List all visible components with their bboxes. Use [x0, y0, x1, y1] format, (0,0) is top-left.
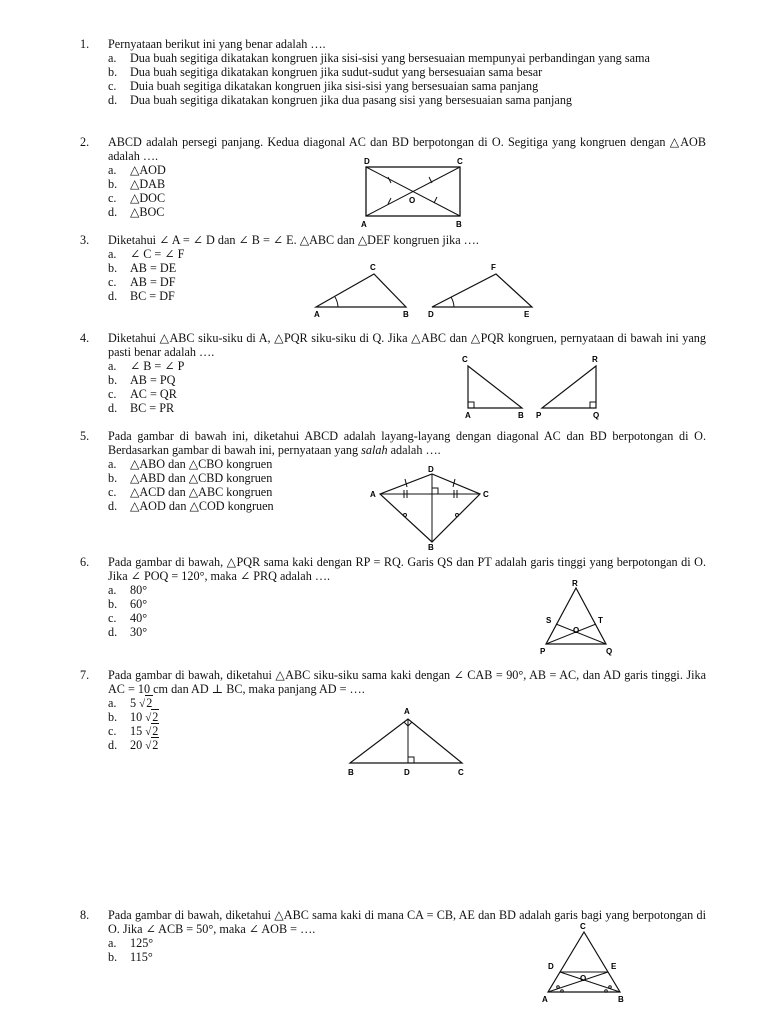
label-f: F — [491, 263, 496, 272]
option-letter: d. — [108, 401, 118, 415]
label-a: A — [361, 220, 367, 229]
label-d: D — [404, 768, 410, 777]
option-letter: d. — [108, 738, 118, 752]
option-letter: d. — [108, 625, 118, 639]
option-text: △DOC — [130, 191, 166, 205]
label-a: A — [542, 995, 548, 1004]
question-number: 1. — [80, 37, 90, 51]
question-stem: Pada gambar di bawah, △PQR sama kaki dengan RP = RQ. Garis QS dan PT adalah garis tinggi yang berpotongan di O. Jika ∠ POQ = 120°, maka ∠ PRQ adalah …. — [108, 555, 706, 583]
option-text: ∠ B = ∠ P — [130, 359, 185, 373]
option-d[interactable] — [108, 93, 706, 107]
option-text: △BOC — [130, 205, 165, 219]
option-letter: a. — [108, 247, 117, 261]
arc-mark — [404, 514, 407, 517]
option-text: △ABD dan △CBD kongruen — [130, 471, 273, 485]
option-letter: b. — [108, 597, 118, 611]
option-letter: c. — [108, 724, 117, 738]
question-4 — [80, 331, 706, 415]
isosceles-altitudes-diagram — [532, 578, 622, 658]
label-c: C — [457, 157, 463, 166]
option-letter: d. — [108, 93, 118, 107]
option-text: 80° — [130, 583, 148, 597]
option-letter: c. — [108, 611, 117, 625]
altitude-qs — [556, 624, 606, 644]
option-letter: c. — [108, 191, 117, 205]
question-stem: Pernyataan berikut ini yang benar adalah …. — [108, 37, 326, 51]
sqrt-symbol: √ — [145, 712, 152, 724]
right-angle-mark — [590, 402, 596, 408]
label-b: B — [618, 995, 624, 1004]
label-c: C — [370, 263, 376, 272]
question-stem: Diketahui ∠ A = ∠ D dan ∠ B = ∠ E. △ABC dan △DEF kongruen jika …. — [108, 233, 479, 247]
option-d[interactable] — [108, 401, 706, 415]
right-isosceles-diagram — [344, 703, 474, 779]
option-letter: d. — [108, 499, 118, 513]
question-1 — [80, 37, 706, 107]
label-p: P — [536, 411, 542, 420]
option-text: Dua buah segitiga dikatakan kongruen jika sudut-sudut yang bersesuaian sama besar — [130, 65, 543, 79]
kite-abcd — [380, 474, 480, 542]
option-text: ∠ C = ∠ F — [130, 247, 185, 261]
option-letter: b. — [108, 471, 118, 485]
label-r: R — [592, 355, 598, 364]
question-stem: Pada gambar di bawah, diketahui △ABC siku-siku sama kaki dengan ∠ CAB = 90°, AB = AC, dan AD garis tinggi. Jika AC = 10 cm dan AD ⊥ BC, maka panjang AD = …. — [108, 668, 706, 696]
option-a[interactable] — [108, 247, 706, 261]
option-text: Duia buah segitiga dikatakan kongruen jika sisi-sisi yang bersesuaian sama panjang — [130, 79, 539, 93]
bisector-bd — [560, 972, 620, 992]
question-number: 7. — [80, 668, 90, 682]
option-text: AB = PQ — [130, 373, 176, 387]
label-o: O — [580, 974, 587, 983]
option-text: Dua buah segitiga dikatakan kongruen jika dua pasang sisi yang bersesuaian sama panjang — [130, 93, 573, 107]
option-letter: b. — [108, 65, 118, 79]
option-letter: b. — [108, 261, 118, 275]
option-letter: c. — [108, 79, 117, 93]
label-d: D — [428, 310, 434, 319]
question-stem: Diketahui △ABC siku-siku di A, △PQR siku-siku di Q. Jika △ABC dan △PQR kongruen, pernyataan di bawah ini yang pasti benar adalah …. — [108, 331, 706, 359]
radicand: 2 — [152, 710, 159, 724]
option-text: 125° — [130, 936, 154, 950]
triangle-pqr — [546, 588, 606, 644]
tick-mark — [434, 197, 437, 203]
option-text: 30° — [130, 625, 148, 639]
option-text: △AOD dan △COD kongruen — [130, 499, 274, 513]
option-text: △ABO dan △CBO kongruen — [130, 457, 273, 471]
triangles-abc-def-diagram — [310, 262, 540, 320]
altitude-pt — [546, 624, 596, 644]
option-text: △DAB — [130, 177, 166, 191]
option-letter: a. — [108, 359, 117, 373]
option-letter: a. — [108, 936, 117, 950]
option-text: AB = DF — [130, 275, 176, 289]
right-triangles-diagram — [458, 352, 608, 420]
label-a: A — [370, 490, 376, 499]
label-a: A — [314, 310, 320, 319]
triangle-abc — [468, 366, 522, 408]
radicand: 2 — [152, 738, 159, 752]
option-letter: b. — [108, 177, 118, 191]
rectangle-diagram — [358, 155, 470, 230]
option-letter: b. — [108, 710, 118, 724]
option-text: Dua buah segitiga dikatakan kongruen jika sisi-sisi yang bersesuaian mempunyai perbandingan yang sama — [130, 51, 650, 65]
question-number: 5. — [80, 429, 90, 443]
question-number: 8. — [80, 908, 90, 922]
option-text: AC = QR — [130, 387, 177, 401]
triangle-pqr — [542, 366, 596, 408]
question-number: 2. — [80, 135, 90, 149]
option-letter: a. — [108, 696, 117, 710]
question-number: 6. — [80, 555, 90, 569]
label-c: C — [483, 490, 489, 499]
radicand: 2 — [152, 724, 159, 738]
label-d: D — [428, 465, 434, 474]
bisector-ae — [548, 972, 608, 992]
label-o: O — [573, 626, 580, 635]
question-number: 4. — [80, 331, 90, 345]
option-coefficient: 15 — [130, 724, 143, 738]
label-c: C — [580, 922, 586, 931]
label-c: C — [458, 768, 464, 777]
option-coefficient: 20 — [130, 738, 143, 752]
question-number: 3. — [80, 233, 90, 247]
question-stem: Pada gambar di bawah, diketahui △ABC sama kaki di mana CA = CB, AE dan BD adalah garis bagi yang berpotongan di O. Jika ∠ ACB = 50°, maka ∠ AOB = …. — [108, 908, 706, 936]
label-t: T — [598, 616, 603, 625]
triangle-def — [432, 274, 532, 307]
option-text: 40° — [130, 611, 148, 625]
question-stem — [108, 429, 706, 457]
label-e: E — [611, 962, 617, 971]
angle-arc — [451, 297, 454, 307]
option-letter: d. — [108, 289, 118, 303]
option-letter: c. — [108, 485, 117, 499]
angle-mark — [605, 990, 608, 993]
right-angle-mark — [468, 402, 474, 408]
stem-text: adalah …. — [387, 443, 441, 457]
label-a: A — [465, 411, 471, 420]
label-q: Q — [593, 411, 600, 420]
label-e: E — [524, 310, 530, 319]
sqrt-symbol: √ — [145, 726, 152, 738]
right-angle-mark — [432, 488, 438, 494]
option-text: BC = DF — [130, 289, 175, 303]
label-b: B — [518, 411, 524, 420]
angle-mark — [561, 990, 564, 993]
angle-bisectors-diagram — [536, 920, 632, 1004]
label-a: A — [404, 707, 410, 716]
angle-arc — [335, 297, 338, 307]
right-angle-mark — [408, 757, 414, 763]
option-letter: a. — [108, 163, 117, 177]
triangle-abc — [316, 274, 406, 307]
option-letter: d. — [108, 205, 118, 219]
label-b: B — [403, 310, 409, 319]
option-letter: c. — [108, 387, 117, 401]
triangle-abc — [548, 932, 620, 992]
label-p: P — [540, 647, 546, 656]
label-b: B — [428, 543, 434, 552]
option-text: △ACD dan △ABC kongruen — [130, 485, 273, 499]
option-coefficient: 5 — [130, 696, 137, 710]
label-b: B — [456, 220, 462, 229]
stem-emphasis: salah — [361, 443, 388, 457]
label-b: B — [348, 768, 354, 777]
option-c[interactable] — [108, 79, 706, 93]
option-text: △AOD — [130, 163, 166, 177]
option-text: BC = PR — [130, 401, 175, 415]
arc-mark — [456, 514, 459, 517]
option-a[interactable] — [108, 51, 706, 65]
option-b[interactable] — [108, 373, 706, 387]
stem-text: Pada gambar di bawah ini, diketahui ABCD adalah layang-layang dengan diagonal AC dan BD berpotongan di O. Berdasarkan gambar di bawah ini, pernyataan yang — [108, 429, 706, 457]
option-a[interactable] — [108, 359, 706, 373]
option-text: AB = DE — [130, 261, 177, 275]
label-c: C — [462, 355, 468, 364]
tick-mark — [405, 479, 407, 487]
angle-mark — [609, 986, 612, 989]
option-letter: b. — [108, 950, 118, 964]
options-list — [108, 359, 706, 415]
label-d: D — [364, 157, 370, 166]
option-coefficient: 10 — [130, 710, 143, 724]
option-b[interactable] — [108, 65, 706, 79]
option-letter: c. — [108, 275, 117, 289]
option-letter: a. — [108, 583, 117, 597]
kite-diagram — [366, 464, 496, 552]
sqrt-symbol: √ — [145, 740, 152, 752]
options-list — [108, 51, 706, 107]
option-text: 115° — [130, 950, 153, 964]
option-text: 60° — [130, 597, 148, 611]
option-letter: b. — [108, 373, 118, 387]
label-s: S — [546, 616, 552, 625]
label-r: R — [572, 579, 578, 588]
option-letter: a. — [108, 51, 117, 65]
option-c[interactable] — [108, 387, 706, 401]
triangle-abc — [350, 719, 462, 763]
option-letter: a. — [108, 457, 117, 471]
label-d: D — [548, 962, 554, 971]
question-stem: ABCD adalah persegi panjang. Kedua diagonal AC dan BD berpotongan di O. Segitiga yang kongruen dengan △AOB adalah …. — [108, 135, 706, 163]
label-q: Q — [606, 647, 613, 656]
sqrt-symbol: √ — [139, 698, 146, 710]
radicand: 2 — [146, 696, 153, 710]
label-o: O — [409, 196, 416, 205]
angle-mark — [557, 986, 560, 989]
